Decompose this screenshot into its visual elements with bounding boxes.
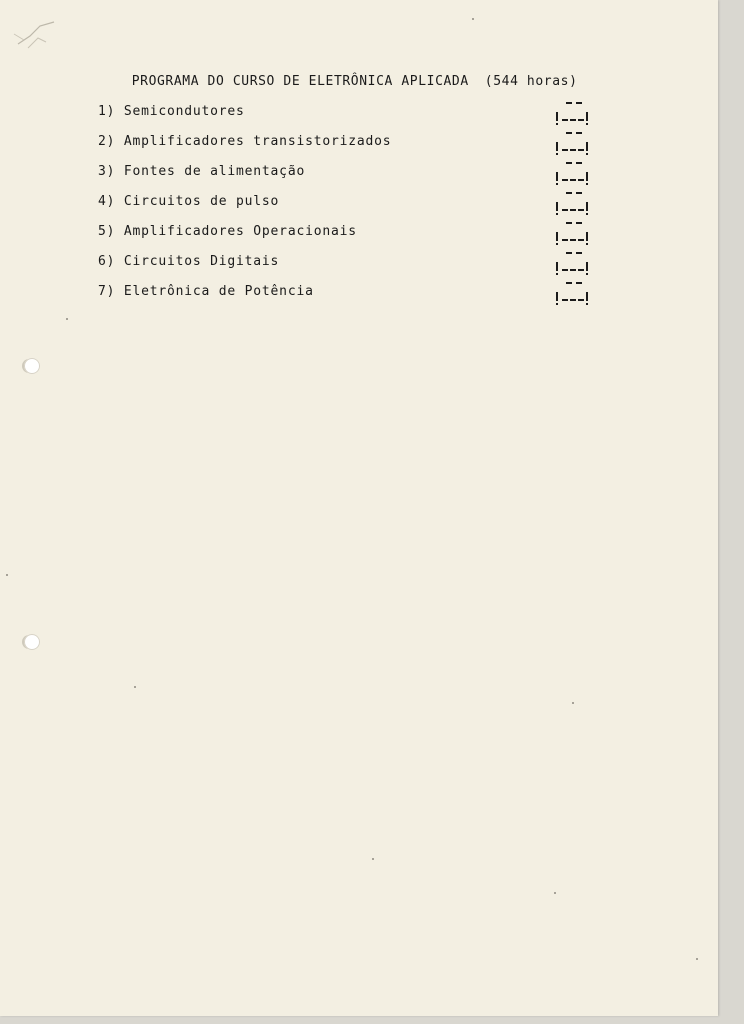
list-item [98,220,590,250]
item-number: 1) [98,104,116,119]
punch-hole-lower [24,634,40,650]
list-item-text [98,134,391,149]
item-label: Circuitos Digitais [123,254,280,269]
list-item-text [98,104,245,119]
list-item [98,100,590,130]
paper-speck [472,18,474,20]
item-label: Amplificadores Operacionais [123,224,357,239]
list-item [98,160,590,190]
title-hours: (544 horas) [484,74,578,89]
item-number: 5) [98,224,116,239]
item-number: 2) [98,134,116,149]
checkbox-box [554,220,590,246]
paper-speck [554,892,556,894]
item-number: 7) [98,284,116,299]
item-label: Amplificadores transistorizados [123,134,392,149]
checkbox-box [554,190,590,216]
item-label: Semicondutores [123,104,245,119]
checkbox-box [554,130,590,156]
list-item [98,130,590,160]
item-label: Fontes de alimentação [123,164,306,179]
checkbox-box [554,250,590,276]
paper-speck [696,958,698,960]
list-item [98,250,590,280]
item-number: 6) [98,254,116,269]
checkbox-box [554,100,590,126]
title-text: PROGRAMA DO CURSO DE ELETRÔNICA APLICADA [131,74,469,89]
list-item [98,280,590,310]
list-item-text [98,254,279,269]
checkbox-box [554,280,590,306]
paper-crease-mark [10,14,70,54]
list-item [98,190,590,220]
punch-hole-upper [24,358,40,374]
paper-speck [6,574,8,576]
item-label: Circuitos de pulso [123,194,280,209]
list-item-text [98,164,305,179]
list-item-text [98,224,357,239]
paper-speck [134,686,136,688]
paper-speck [572,702,574,704]
paper-speck [66,318,68,320]
list-item-text [98,284,314,299]
document-title [98,59,578,104]
course-topic-list [98,100,590,310]
item-number: 4) [98,194,116,209]
item-number: 3) [98,164,116,179]
list-item-text [98,194,279,209]
paper-speck [372,858,374,860]
checkbox-box [554,160,590,186]
item-label: Eletrônica de Potência [123,284,314,299]
